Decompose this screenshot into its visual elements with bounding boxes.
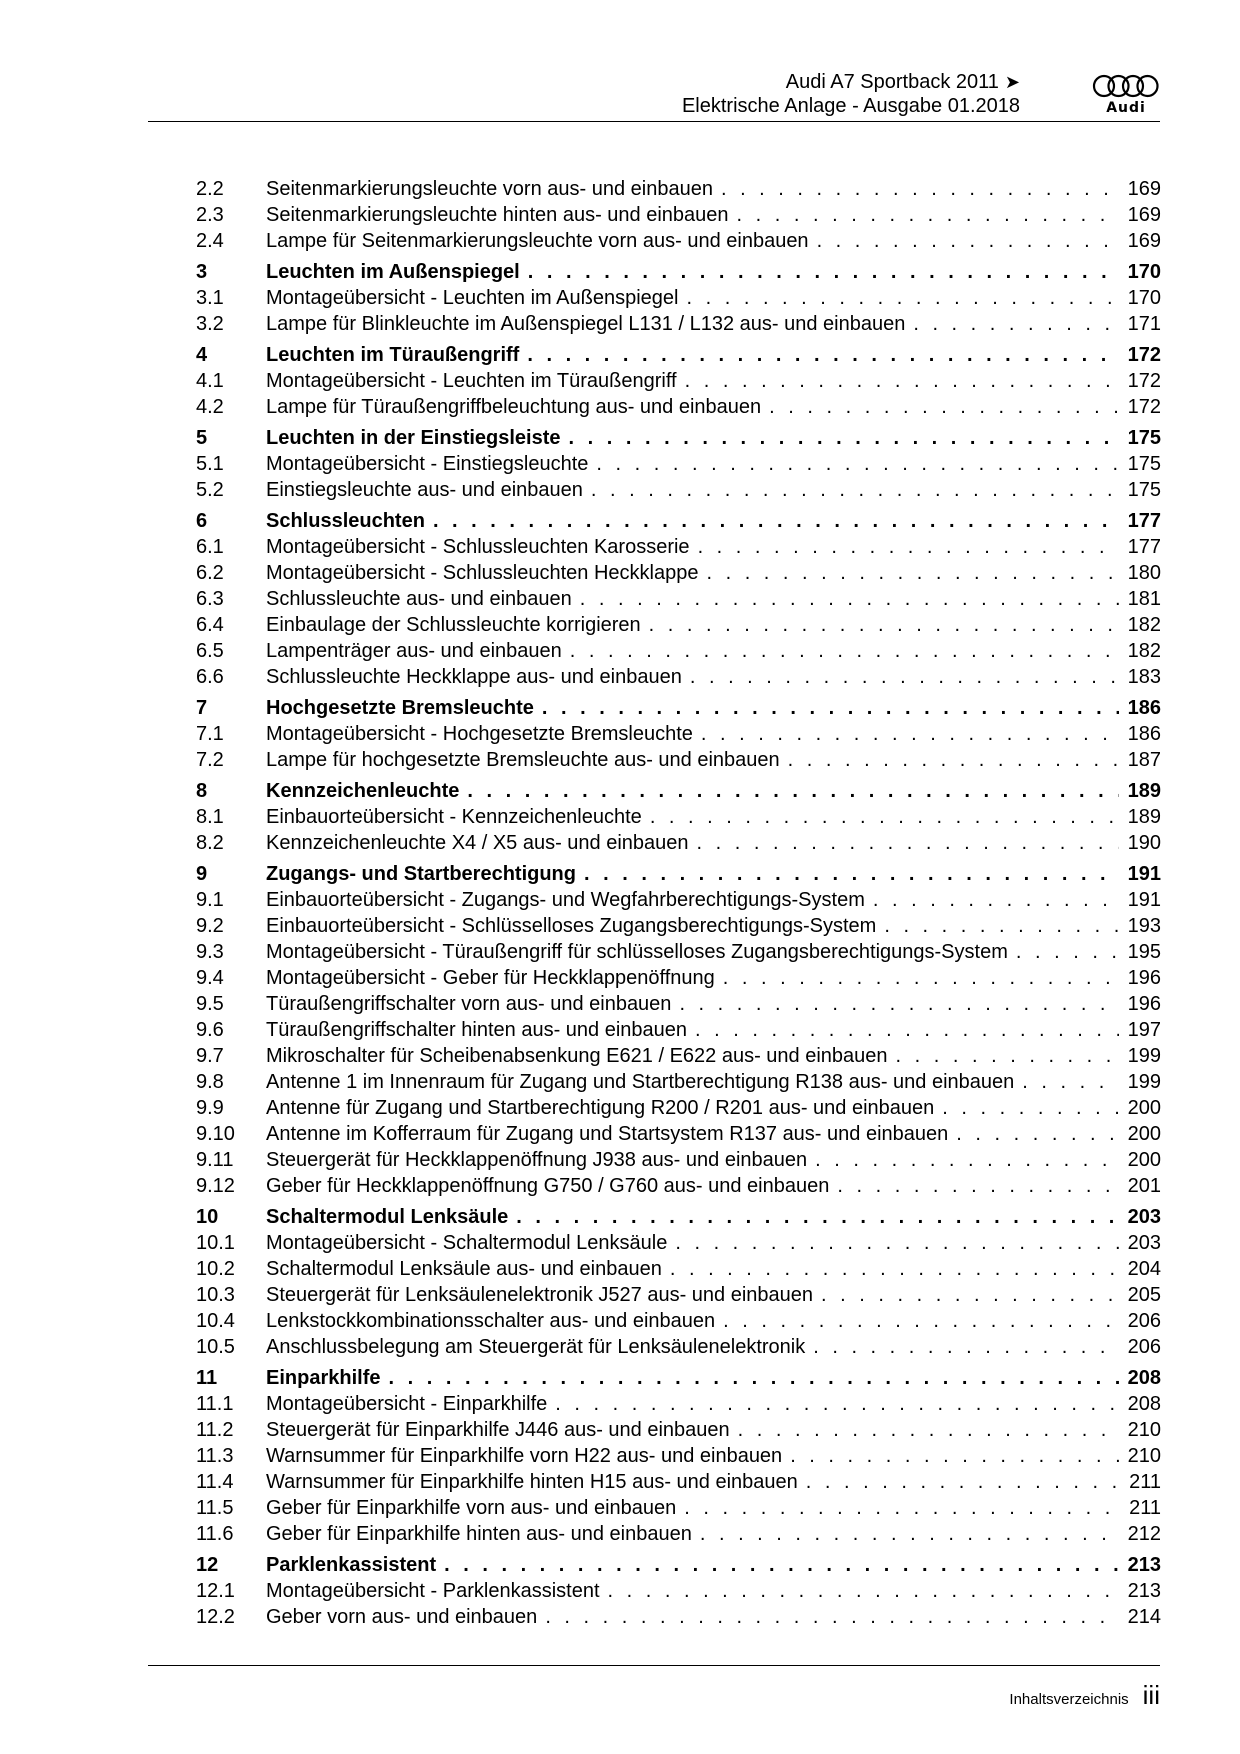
toc-dot-leader	[813, 1334, 1119, 1360]
toc-entry-page: 204	[1127, 1258, 1161, 1280]
toc-entry-number: 8	[196, 780, 208, 802]
toc-entry-title: Lampe für Türaußengriffbeleuchtung aus- und einbauen	[266, 396, 762, 418]
toc-entry-number: 4.1	[196, 370, 224, 392]
toc-dot-leader	[698, 534, 1119, 560]
toc-entry-number: 9.10	[196, 1123, 235, 1145]
toc-entry-page: 180	[1127, 562, 1161, 584]
toc-entry-number: 11.6	[196, 1523, 234, 1545]
header-vehicle-title: Audi A7 Sportback 2011	[785, 71, 999, 93]
toc-entry-page: 189	[1127, 780, 1161, 802]
audi-rings-icon	[1092, 74, 1160, 98]
toc-entry-number: 6.1	[196, 536, 224, 558]
toc-entry-page: 172	[1127, 344, 1161, 366]
toc-dot-leader	[649, 612, 1119, 638]
toc-entry-page: 214	[1127, 1606, 1161, 1628]
toc-dot-leader	[817, 228, 1119, 254]
toc-dot-leader	[596, 451, 1119, 477]
toc-entry-row[interactable]	[196, 1604, 1161, 1630]
toc-dot-leader	[388, 1365, 1119, 1391]
toc-entry-title: Zugangs- und Startberechtigung	[266, 863, 576, 885]
toc-entry-row[interactable]	[196, 451, 1161, 477]
toc-entry-title: Türaußengriffschalter hinten aus- und einbauen	[266, 1019, 688, 1041]
toc-entry-title: Anschlussbelegung am Steuergerät für Lenksäulenelektronik	[266, 1336, 806, 1358]
toc-entry-title: Geber vorn aus- und einbauen	[266, 1606, 538, 1628]
footer-section-label: Inhaltsverzeichnis	[1009, 1691, 1129, 1708]
toc-dot-leader	[685, 368, 1119, 394]
toc-dot-leader	[790, 1443, 1119, 1469]
toc-entry-number: 9.4	[196, 967, 224, 989]
toc-entry-page: 201	[1127, 1175, 1161, 1197]
toc-entry-number: 6.4	[196, 614, 224, 636]
toc-entry-title: Geber für Heckklappenöffnung G750 / G760 aus- und einbauen	[266, 1175, 830, 1197]
header-divider	[148, 121, 1160, 122]
toc-entry-title: Lampe für hochgesetzte Bremsleuchte aus- und einbauen	[266, 749, 780, 771]
toc-dot-leader	[700, 1521, 1119, 1547]
page-header	[682, 70, 1020, 118]
audi-logo	[1092, 74, 1160, 116]
toc-entry-number: 12	[196, 1554, 219, 1576]
toc-entry-page: 170	[1127, 287, 1161, 309]
toc-entry-number: 6.2	[196, 562, 224, 584]
toc-entry-number: 11.3	[196, 1445, 234, 1467]
toc-entry-number: 9.11	[196, 1149, 234, 1171]
toc-entry-row[interactable]	[196, 1469, 1161, 1495]
toc-entry-row[interactable]	[196, 1043, 1161, 1069]
toc-entry-page: 205	[1127, 1284, 1161, 1306]
toc-entry-title: Montageübersicht - Schlussleuchten Heckklappe	[266, 562, 699, 584]
toc-entry-row[interactable]	[196, 1173, 1161, 1199]
toc-entry-number: 4	[196, 344, 208, 366]
toc-entry-title: Lampe für Blinkleuchte im Außenspiegel L131 / L132 aus- und einbauen	[266, 313, 906, 335]
toc-entry-page: 211	[1129, 1471, 1161, 1493]
page-footer	[1009, 1680, 1160, 1711]
toc-entry-row[interactable]	[196, 1334, 1161, 1360]
toc-entry-row[interactable]	[196, 285, 1161, 311]
toc-entry-title: Antenne im Kofferraum für Zugang und Startsystem R137 aus- und einbauen	[266, 1123, 949, 1145]
toc-entry-number: 11	[196, 1367, 218, 1389]
toc-dot-leader	[570, 638, 1119, 664]
toc-entry-row[interactable]	[196, 1230, 1161, 1256]
toc-entry-title: Geber für Einparkhilfe hinten aus- und einbauen	[266, 1523, 692, 1545]
toc-entry-row[interactable]	[196, 534, 1161, 560]
toc-entry-title: Einbauorteübersicht - Kennzeichenleuchte	[266, 806, 642, 828]
toc-dot-leader	[690, 664, 1119, 690]
toc-entry-title: Montageübersicht - Einstiegsleuchte	[266, 453, 589, 475]
toc-entry-number: 2.3	[196, 204, 224, 226]
toc-entry-row[interactable]	[196, 1495, 1161, 1521]
toc-entry-page: 175	[1127, 479, 1161, 501]
toc-entry-title: Steuergerät für Heckklappenöffnung J938 aus- und einbauen	[266, 1149, 808, 1171]
toc-entry-number: 6.6	[196, 666, 224, 688]
toc-dot-leader	[701, 721, 1119, 747]
toc-entry-page: 170	[1127, 261, 1161, 283]
toc-entry-number: 7	[196, 697, 208, 719]
toc-entry-title: Leuchten im Außenspiegel	[266, 261, 520, 283]
toc-entry-row[interactable]	[196, 1308, 1161, 1334]
toc-dot-leader	[815, 1147, 1119, 1173]
toc-entry-title: Kennzeichenleuchte X4 / X5 aus- und einbauen	[266, 832, 689, 854]
toc-dot-leader	[806, 1469, 1119, 1495]
toc-entry-number: 8.2	[196, 832, 224, 854]
toc-entry-page: 182	[1127, 614, 1161, 636]
toc-entry-page: 169	[1127, 178, 1161, 200]
toc-entry-row[interactable]	[196, 228, 1161, 254]
footer-page-number: iii	[1142, 1680, 1160, 1710]
footer-divider	[148, 1665, 1160, 1666]
toc-chapter-row[interactable]	[196, 508, 1161, 534]
toc-entry-number: 9.5	[196, 993, 224, 1015]
toc-entry-row[interactable]	[196, 830, 1161, 856]
toc-entry-page: 191	[1127, 863, 1161, 885]
toc-entry-row[interactable]	[196, 1521, 1161, 1547]
toc-entry-title: Lenkstockkombinationsschalter aus- und einbauen	[266, 1310, 716, 1332]
toc-dot-leader	[545, 1604, 1119, 1630]
toc-dot-leader	[516, 1204, 1119, 1230]
toc-entry-title: Montageübersicht - Leuchten im Türaußengriff	[266, 370, 677, 392]
toc-dot-leader	[670, 1256, 1119, 1282]
toc-entry-row[interactable]	[196, 1282, 1161, 1308]
toc-entry-page: 187	[1127, 749, 1161, 771]
toc-entry-row[interactable]	[196, 1391, 1161, 1417]
toc-entry-page: 183	[1127, 666, 1161, 688]
toc-entry-number: 2.2	[196, 178, 224, 200]
toc-entry-number: 11.5	[196, 1497, 234, 1519]
toc-chapter-row[interactable]	[196, 425, 1161, 451]
toc-entry-page: 177	[1127, 510, 1161, 532]
toc-entry-row[interactable]	[196, 638, 1161, 664]
toc-entry-number: 6.3	[196, 588, 224, 610]
header-edition-line: Elektrische Anlage - Ausgabe 01.2018	[681, 95, 1020, 117]
toc-entry-row[interactable]	[196, 477, 1161, 503]
toc-entry-page: 182	[1127, 640, 1161, 662]
toc-entry-number: 6	[196, 510, 208, 532]
toc-chapter-row[interactable]	[196, 1552, 1161, 1578]
toc-entry-page: 191	[1127, 889, 1161, 911]
toc-entry-row[interactable]	[196, 560, 1161, 586]
toc-entry-row[interactable]	[196, 176, 1161, 202]
toc-entry-page: 200	[1127, 1097, 1161, 1119]
toc-entry-row[interactable]	[196, 1256, 1161, 1282]
toc-dot-leader	[723, 965, 1119, 991]
toc-entry-number: 3.2	[196, 313, 224, 335]
toc-dot-leader	[542, 695, 1119, 721]
toc-entry-page: 175	[1127, 427, 1161, 449]
toc-entry-page: 213	[1127, 1554, 1161, 1576]
toc-entry-title: Lampe für Seitenmarkierungsleuchte vorn aus- und einbauen	[266, 230, 809, 252]
toc-entry-title: Leuchten in der Einstiegsleiste	[266, 427, 561, 449]
toc-entry-title: Einbauorteübersicht - Zugangs- und Wegfahrberechtigungs-System	[266, 889, 865, 911]
toc-entry-number: 5	[196, 427, 208, 449]
toc-entry-number: 9.1	[196, 889, 224, 911]
toc-entry-page: 195	[1127, 941, 1161, 963]
toc-entry-title: Schaltermodul Lenksäule aus- und einbauen	[266, 1258, 662, 1280]
toc-entry-number: 5.1	[196, 453, 224, 475]
toc-chapter-row[interactable]	[196, 778, 1161, 804]
toc-entry-title: Schlussleuchten	[266, 510, 425, 532]
toc-entry-number: 10.5	[196, 1336, 235, 1358]
toc-entry-page: 199	[1127, 1045, 1161, 1067]
toc-dot-leader	[467, 778, 1119, 804]
toc-dot-leader	[650, 804, 1119, 830]
toc-entry-title: Schlussleuchte Heckklappe aus- und einbauen	[266, 666, 682, 688]
toc-entry-number: 9.8	[196, 1071, 224, 1093]
table-of-contents	[196, 176, 1161, 1630]
toc-entry-page: 190	[1127, 832, 1161, 854]
toc-entry-page: 208	[1127, 1367, 1161, 1389]
toc-entry-number: 4.2	[196, 396, 224, 418]
toc-entry-page: 200	[1127, 1123, 1161, 1145]
toc-entry-page: 200	[1127, 1149, 1161, 1171]
toc-entry-title: Geber für Einparkhilfe vorn aus- und einbauen	[266, 1497, 677, 1519]
toc-dot-leader	[737, 202, 1119, 228]
toc-entry-title: Leuchten im Türaußengriff	[266, 344, 520, 366]
toc-entry-title: Seitenmarkierungsleuchte hinten aus- und einbauen	[266, 204, 729, 226]
toc-entry-page: 171	[1127, 313, 1161, 335]
toc-dot-leader	[684, 1495, 1119, 1521]
toc-entry-page: 197	[1127, 1019, 1161, 1041]
toc-entry-title: Parklenkassistent	[266, 1554, 437, 1576]
toc-entry-row[interactable]	[196, 202, 1161, 228]
toc-entry-title: Montageübersicht - Leuchten im Außenspiegel	[266, 287, 679, 309]
toc-entry-number: 10.3	[196, 1284, 235, 1306]
toc-dot-leader	[675, 1230, 1119, 1256]
toc-dot-leader	[873, 887, 1119, 913]
toc-entry-page: 208	[1127, 1393, 1161, 1415]
toc-dot-leader	[884, 913, 1119, 939]
toc-dot-leader	[695, 1017, 1119, 1043]
toc-dot-leader	[1022, 1069, 1119, 1095]
toc-entry-number: 10	[196, 1206, 219, 1228]
toc-entry-row[interactable]	[196, 1147, 1161, 1173]
toc-entry-row[interactable]	[196, 368, 1161, 394]
toc-entry-title: Hochgesetzte Bremsleuchte	[266, 697, 534, 719]
audi-wordmark: Audi	[1106, 100, 1146, 116]
toc-entry-row[interactable]	[196, 1121, 1161, 1147]
toc-dot-leader	[942, 1095, 1119, 1121]
toc-entry-row[interactable]	[196, 394, 1161, 420]
toc-entry-title: Montageübersicht - Schlussleuchten Karosserie	[266, 536, 690, 558]
toc-entry-title: Antenne 1 im Innenraum für Zugang und Startberechtigung R138 aus- und einbauen	[266, 1071, 1015, 1093]
toc-entry-row[interactable]	[196, 887, 1161, 913]
toc-entry-page: 186	[1127, 697, 1161, 719]
toc-entry-number: 8.1	[196, 806, 224, 828]
toc-entry-number: 9.2	[196, 915, 224, 937]
toc-dot-leader	[591, 477, 1119, 503]
toc-dot-leader	[706, 560, 1119, 586]
toc-entry-page: 177	[1127, 536, 1161, 558]
toc-entry-number: 9.12	[196, 1175, 235, 1197]
toc-entry-number: 3	[196, 261, 208, 283]
toc-entry-title: Einstiegsleuchte aus- und einbauen	[266, 479, 583, 501]
toc-entry-title: Lampenträger aus- und einbauen	[266, 640, 562, 662]
toc-entry-title: Einbauorteübersicht - Schlüsselloses Zugangsberechtigungs-System	[266, 915, 877, 937]
toc-entry-title: Steuergerät für Lenksäulenelektronik J527 aus- und einbauen	[266, 1284, 814, 1306]
toc-dot-leader	[569, 425, 1119, 451]
toc-entry-number: 9.9	[196, 1097, 224, 1119]
toc-dot-leader	[723, 1308, 1119, 1334]
toc-entry-page: 175	[1127, 453, 1161, 475]
toc-entry-page: 210	[1127, 1445, 1161, 1467]
toc-dot-leader	[913, 311, 1119, 337]
toc-entry-number: 12.2	[196, 1606, 235, 1628]
toc-chapter-row[interactable]	[196, 861, 1161, 887]
toc-dot-leader	[679, 991, 1119, 1017]
toc-entry-title: Montageübersicht - Geber für Heckklappenöffnung	[266, 967, 715, 989]
toc-entry-number: 9.6	[196, 1019, 224, 1041]
toc-entry-number: 9.7	[196, 1045, 224, 1067]
toc-entry-number: 7.1	[196, 723, 224, 745]
toc-chapter-row[interactable]	[196, 1204, 1161, 1230]
toc-entry-number: 10.4	[196, 1310, 235, 1332]
toc-entry-page: 212	[1127, 1523, 1161, 1545]
toc-entry-row[interactable]	[196, 311, 1161, 337]
toc-entry-number: 11.1	[196, 1393, 234, 1415]
toc-entry-page: 169	[1127, 204, 1161, 226]
toc-entry-title: Einbaulage der Schlussleuchte korrigieren	[266, 614, 641, 636]
toc-entry-row[interactable]	[196, 664, 1161, 690]
toc-entry-page: 172	[1127, 396, 1161, 418]
toc-entry-page: 196	[1127, 967, 1161, 989]
toc-dot-leader	[837, 1173, 1119, 1199]
toc-entry-number: 9	[196, 863, 208, 885]
toc-chapter-row[interactable]	[196, 259, 1161, 285]
toc-dot-leader	[821, 1282, 1119, 1308]
toc-entry-number: 10.1	[196, 1232, 235, 1254]
toc-dot-leader	[580, 586, 1119, 612]
toc-entry-number: 2.4	[196, 230, 224, 252]
toc-entry-title: Kennzeichenleuchte	[266, 780, 460, 802]
toc-entry-page: 211	[1129, 1497, 1161, 1519]
toc-dot-leader	[555, 1391, 1119, 1417]
toc-entry-number: 12.1	[196, 1580, 235, 1602]
toc-entry-page: 210	[1127, 1419, 1161, 1441]
toc-entry-title: Montageübersicht - Einparkhilfe	[266, 1393, 548, 1415]
toc-entry-title: Montageübersicht - Schaltermodul Lenksäule	[266, 1232, 668, 1254]
toc-entry-row[interactable]	[196, 1417, 1161, 1443]
toc-entry-row[interactable]	[196, 965, 1161, 991]
toc-entry-page: 181	[1127, 588, 1161, 610]
toc-entry-title: Warnsummer für Einparkhilfe vorn H22 aus- und einbauen	[266, 1445, 783, 1467]
toc-entry-row[interactable]	[196, 586, 1161, 612]
toc-entry-title: Seitenmarkierungsleuchte vorn aus- und einbauen	[266, 178, 713, 200]
toc-chapter-row[interactable]	[196, 342, 1161, 368]
toc-entry-title: Montageübersicht - Hochgesetzte Bremsleuchte	[266, 723, 693, 745]
header-vehicle-line	[682, 70, 1020, 94]
toc-entry-title: Türaußengriffschalter vorn aus- und einbauen	[266, 993, 672, 1015]
toc-entry-row[interactable]	[196, 747, 1161, 773]
toc-dot-leader	[721, 176, 1119, 202]
toc-entry-row[interactable]	[196, 1095, 1161, 1121]
toc-dot-leader	[697, 830, 1119, 856]
toc-entry-row[interactable]	[196, 1017, 1161, 1043]
toc-dot-leader	[608, 1578, 1120, 1604]
toc-entry-row[interactable]	[196, 913, 1161, 939]
toc-dot-leader	[433, 508, 1119, 534]
toc-dot-leader	[896, 1043, 1119, 1069]
toc-entry-row[interactable]	[196, 1069, 1161, 1095]
toc-entry-row[interactable]	[196, 721, 1161, 747]
toc-dot-leader	[788, 747, 1119, 773]
toc-dot-leader	[584, 861, 1119, 887]
toc-entry-title: Steuergerät für Einparkhilfe J446 aus- und einbauen	[266, 1419, 730, 1441]
toc-entry-title: Warnsummer für Einparkhilfe hinten H15 aus- und einbauen	[266, 1471, 798, 1493]
toc-entry-row[interactable]	[196, 1443, 1161, 1469]
toc-entry-row[interactable]	[196, 804, 1161, 830]
toc-entry-page: 199	[1127, 1071, 1161, 1093]
toc-dot-leader	[738, 1417, 1119, 1443]
toc-entry-row[interactable]	[196, 612, 1161, 638]
toc-dot-leader	[1016, 939, 1119, 965]
toc-chapter-row[interactable]	[196, 1365, 1161, 1391]
toc-entry-title: Schaltermodul Lenksäule	[266, 1206, 509, 1228]
toc-entry-number: 10.2	[196, 1258, 235, 1280]
toc-entry-page: 193	[1127, 915, 1161, 937]
toc-entry-page: 213	[1127, 1580, 1161, 1602]
toc-entry-page: 203	[1127, 1206, 1161, 1228]
toc-entry-number: 3.1	[196, 287, 224, 309]
toc-entry-page: 169	[1127, 230, 1161, 252]
toc-entry-number: 9.3	[196, 941, 224, 963]
toc-entry-title: Montageübersicht - Türaußengriff für schlüsselloses Zugangsberechtigungs-System	[266, 941, 1008, 963]
toc-entry-title: Mikroschalter für Scheibenabsenkung E621 / E622 aus- und einbauen	[266, 1045, 888, 1067]
arrow-right-icon: ➤	[1004, 72, 1020, 92]
toc-dot-leader	[686, 285, 1119, 311]
toc-chapter-row[interactable]	[196, 695, 1161, 721]
toc-entry-page: 196	[1127, 993, 1161, 1015]
toc-entry-number: 7.2	[196, 749, 224, 771]
toc-entry-title: Schlussleuchte aus- und einbauen	[266, 588, 572, 610]
toc-entry-page: 189	[1127, 806, 1161, 828]
toc-entry-number: 5.2	[196, 479, 224, 501]
toc-entry-page: 206	[1127, 1310, 1161, 1332]
toc-dot-leader	[769, 394, 1119, 420]
toc-entry-title: Einparkhilfe	[266, 1367, 381, 1389]
toc-dot-leader	[527, 342, 1119, 368]
toc-dot-leader	[444, 1552, 1119, 1578]
toc-entry-row[interactable]	[196, 939, 1161, 965]
toc-entry-page: 203	[1127, 1232, 1161, 1254]
toc-entry-title: Antenne für Zugang und Startberechtigung R200 / R201 aus- und einbauen	[266, 1097, 935, 1119]
toc-entry-page: 206	[1127, 1336, 1161, 1358]
toc-dot-leader	[528, 259, 1119, 285]
toc-entry-number: 11.4	[196, 1471, 234, 1493]
toc-entry-page: 172	[1127, 370, 1161, 392]
toc-entry-title: Montageübersicht - Parklenkassistent	[266, 1580, 600, 1602]
toc-entry-row[interactable]	[196, 1578, 1161, 1604]
toc-entry-number: 11.2	[196, 1419, 234, 1441]
toc-entry-number: 6.5	[196, 640, 224, 662]
toc-entry-row[interactable]	[196, 991, 1161, 1017]
toc-dot-leader	[956, 1121, 1119, 1147]
toc-entry-page: 186	[1127, 723, 1161, 745]
